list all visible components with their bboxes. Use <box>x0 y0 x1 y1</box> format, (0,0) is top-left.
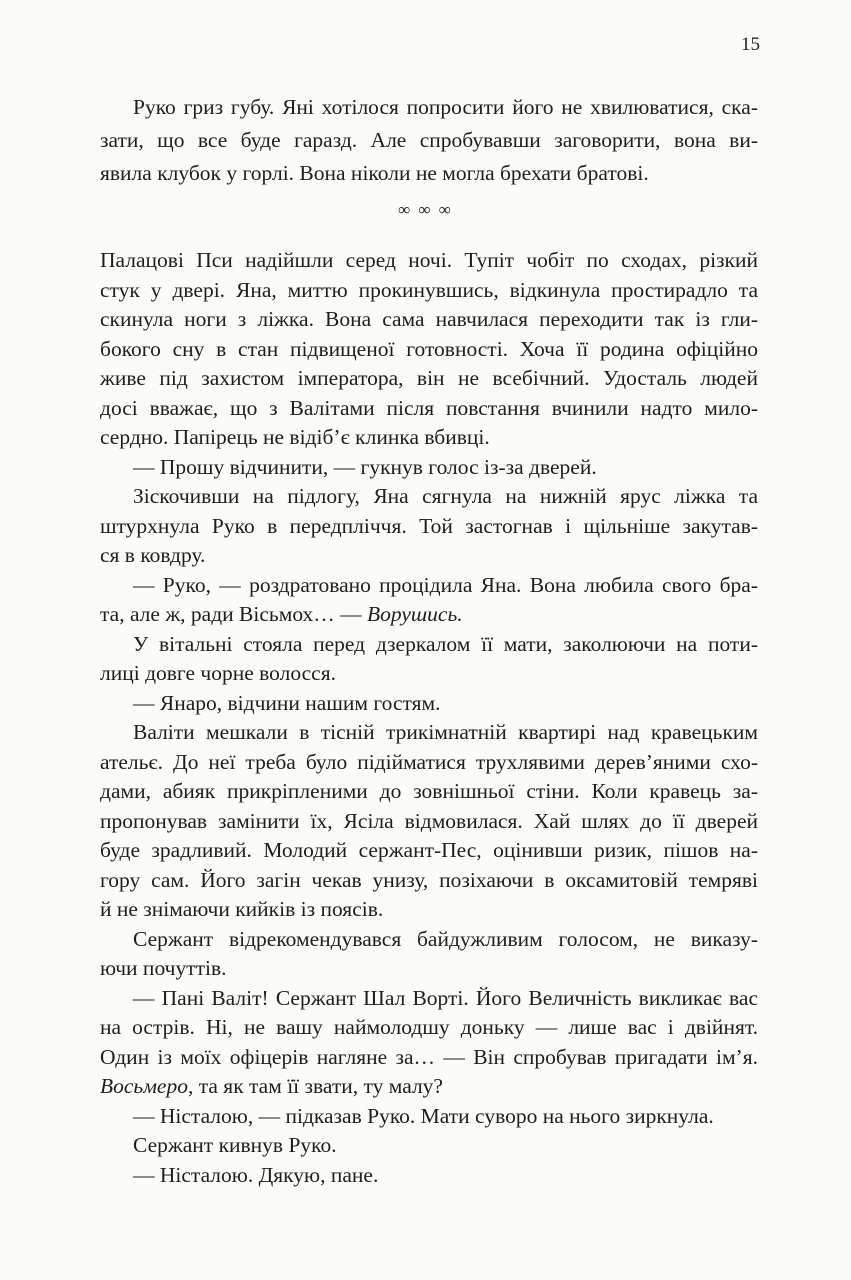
text-line: на острів. Ні, не вашу наймолодшу доньку — лише вас і двійнят. <box>100 1015 758 1039</box>
dialogue-line: — Прошу відчинити, — гукнув голос із-за дверей. <box>133 454 597 479</box>
text-line: Один із моїх офіцерів нагляне за… — Він спробував пригадати ім’я. <box>100 1044 758 1069</box>
text-line: досі вважає, що з Валітами після повстання вчинили надто мило- <box>100 395 758 420</box>
text-line: й не знімаючи кийків із поясів. <box>100 897 384 921</box>
text-line: ючи почуттів. <box>100 956 227 980</box>
text-line: Валіти мешкали в тісній трикімнатній квартирі над кравецьким <box>133 720 758 744</box>
dialogue-line: — Руко, — роздратовано процідила Яна. Вона любила свого бра- <box>133 572 758 597</box>
text-line: У вітальні стояла перед дзеркалом її мати, заколюючи на поти- <box>133 631 758 656</box>
text-line: буде зрадливий. Молодий сержант-Пес, оцінивши ризик, пішов на- <box>100 838 758 862</box>
text-line: Сержант відрекомендувався байдужливим голосом, не виказу- <box>133 926 758 951</box>
text-line: ательє. До неї треба було підійматися трухлявими дерев’яними схо- <box>100 749 758 774</box>
text-line: зати, що все буде гаразд. Але спробувавши заговорити, вона ви- <box>100 128 758 152</box>
text-line: скинула ноги з ліжка. Вона сама навчилася переходити так із гли- <box>100 307 758 331</box>
text-line: гору сам. Його загін чекав унизу, позіхаючи в оксамитовій темряві <box>100 867 758 892</box>
text-line: живе під захистом імператора, він не всебічний. Удосталь людей <box>100 366 758 390</box>
text-line: штурхнула Руко в передпліччя. Той застогнав і щільніше закутав- <box>100 513 758 538</box>
dialogue-line: — Ністалою. Дякую, пане. <box>133 1162 379 1187</box>
text-line: лиці довге чорне волосся. <box>100 661 336 685</box>
text-line: Сержант кивнув Руко. <box>133 1133 337 1157</box>
italic-text: Восьмеро <box>100 1074 188 1098</box>
dialogue-line: — Ністалою, — підказав Руко. Мати суворо на нього зиркнула. <box>133 1103 714 1128</box>
text-segment: та, але ж, ради Вісьмох… — <box>100 602 368 626</box>
text-line <box>100 1071 758 1101</box>
dialogue-line: — Янаро, відчини нашим гостям. <box>133 690 441 715</box>
text-line: пропонував замінити їх, Ясіла відмовилася. Хай шлях до її дверей <box>100 808 758 833</box>
text-line: бокого сну в стан підвищеної готовності. Хоча її родина офіційно <box>100 336 758 361</box>
text-line: явила клубок у горлі. Вона ніколи не могла брехати братові. <box>100 161 649 185</box>
text-segment: , та як там її звати, ту малу? <box>187 1074 443 1098</box>
text-line: сердно. Папірець не відіб’є клинка вбивці. <box>100 425 490 449</box>
section-break-ornament: ∞ ∞ ∞ <box>398 200 453 219</box>
text-line: Зіскочивши на підлогу, Яна сягнула на нижній ярус ліжка та <box>133 484 758 508</box>
italic-text: Ворушись. <box>367 602 463 626</box>
text-line: Руко гриз губу. Яні хотілося попросити його не хвилюватися, ска- <box>133 95 758 119</box>
page-number: 15 <box>741 34 760 55</box>
text-line <box>100 599 758 629</box>
dialogue-line: — Пані Валіт! Сержант Шал Ворті. Його Величність викликає вас <box>133 985 758 1010</box>
text-line: дами, абияк прикріпленими до зовнішньої стіни. Коли кравець за- <box>100 779 758 803</box>
text-line: ся в ковдру. <box>100 543 206 567</box>
text-line: Палацові Пси надійшли серед ночі. Тупіт чобіт по сходах, різкий <box>100 248 758 272</box>
text-line: стук у двері. Яна, миттю прокинувшись, відкинула простирадло та <box>100 277 758 302</box>
